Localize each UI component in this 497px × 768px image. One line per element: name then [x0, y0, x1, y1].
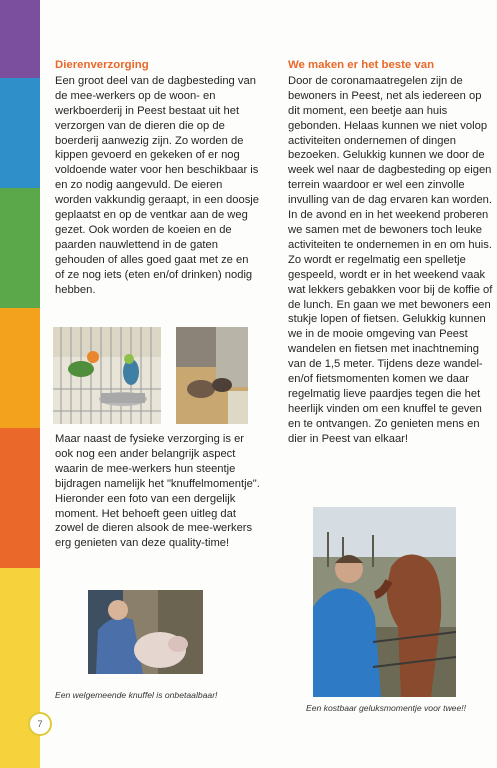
right-paragraph-2: In de avond en in het weekend proberen we samen met de bewoners toch leuke activiteiten te ondernemen in en om huis. Zo wordt er regelmatig een spelletje gespeeld, wordt er in het weekend vaak wat lekkers gebakken voor bij de koffie of de lunch. En gaan we met bewoners een stukje lopen of fietsen. Gelukkig kunnen we in de mooie omgeving van Peest wandelen en fietsen met inachtneming van de 1,5 meter. Tijdens deze wandel- en/of fietsmomenten komen we daar regelmatig lieve paardjes tegen die het heerlijk vinden om een knuffel te geven en te ontvangen. Zo genieten mens en dier in Peest van elkaar! — [288, 209, 493, 445]
left-column — [55, 58, 260, 298]
left-paragraph-2: Maar naast de fysieke verzorging is er ook nog een ander belangrijk aspect waarin de mee-werkers hun steentje bijdragen namelijk het "knuffelmomentje". — [55, 433, 260, 490]
caption-right: Een kostbaar geluksmomentje voor twee!! — [306, 703, 467, 713]
page-number: 7 — [28, 712, 52, 736]
right-paragraph-1: Door de coronamaatregelen zijn de bewoners in Peest, net als iedereen op dit moment, een beetje aan huis gebonden. Helaas kunnen we niet volop activiteiten ondernemen of dingen bezoeken. Gelukkig kunnen we door de week wel naar de dagbesteding op eigen terrein waardoor er wel een zinvolle invulling van de dag ervaren kan worden. — [288, 74, 492, 207]
decorative-color-band — [0, 0, 40, 768]
photo-cuddle-pig — [88, 590, 203, 674]
photo-man-horse — [313, 507, 456, 697]
photo-chickens — [176, 327, 248, 424]
left-column-lower — [55, 432, 260, 551]
heading-dierenverzorging: Dierenverzorging — [55, 59, 149, 71]
caption-left: Een welgemeende knuffel is onbetaalbaar! — [55, 690, 218, 700]
photo-parakeets — [53, 327, 161, 424]
left-paragraph-1: Een groot deel van de dagbesteding van de mee-werkers op de woon- en werkboerderij in Peest bestaat uit het verzorgen van de dieren die op de boerderij aanwezig zijn. Zo worden de kippen gevoerd en gekeken of er nog voldoende water voor hen beschikbaar is en zo nodig aangevuld. De eieren worden vakkundig geraapt, in een doosje geplaatst en op de ventkar aan de weg gezet. Ook worden de koeien en de paarden nauwlettend in de gaten gehouden of alles goed gaat met ze en of ze nog iets (eten en/of drinken) nodig hebben. — [55, 74, 260, 296]
heading-beste-van: We maken er het beste van — [288, 59, 435, 71]
left-paragraph-3: Hieronder een foto van een dergelijk moment. Het behoeft geen uitleg dat zowel de dieren alsook de mee-werkers erg genieten van deze quality-time! — [55, 492, 253, 550]
right-column — [288, 58, 493, 447]
